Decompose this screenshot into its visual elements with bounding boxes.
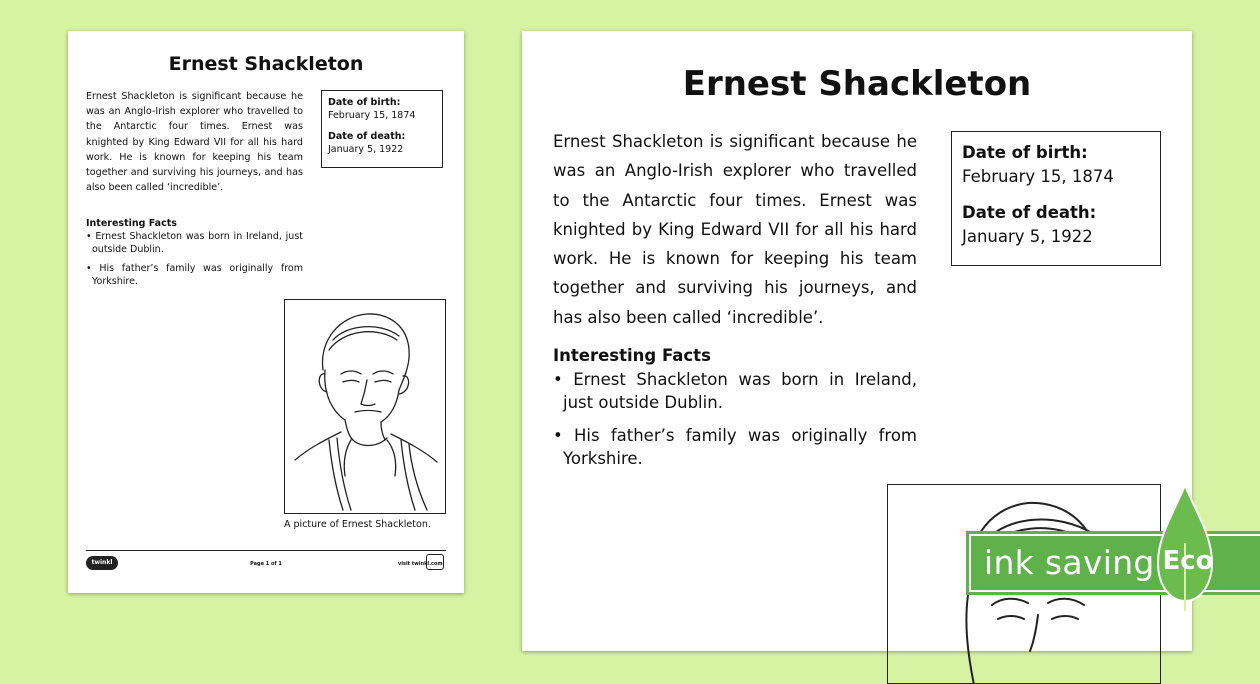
site-link: visit twinkl.com — [398, 561, 443, 567]
death-label: Date of death: — [328, 131, 406, 142]
worksheet-paragraph: Ernest Shackleton is significant because he was an Anglo-Irish explorer who travelled to the Antarctic four times. Ernest was knighted by King Edward VII for all his hard work. He is known for keeping his team together and surviving his journeys, and has also been called ‘incredible’. — [86, 91, 303, 194]
portrait-drawing — [285, 300, 445, 513]
worksheet-paragraph: Ernest Shackleton is significant because he was an Anglo-Irish explorer who travelled to the Antarctic four times. Ernest was knighted by King Edward VII for all his hard work. He is known for keeping his team together and surviving his journeys, and has also been called ‘incredible’. — [553, 132, 917, 327]
birth-value: February 15, 1874 — [962, 167, 1114, 186]
dates-box — [321, 90, 443, 168]
fact-item: • His father’s family was originally from Yorkshire. — [86, 262, 303, 287]
birth-value: February 15, 1874 — [328, 110, 416, 121]
birth-label: Date of birth: — [328, 97, 401, 108]
resource-badge-icon — [426, 554, 444, 570]
worksheet-title: Ernest Shackleton — [682, 64, 1032, 104]
fact-item: • Ernest Shackleton was born in Ireland, just outside Dublin. — [553, 369, 917, 412]
death-label: Date of death: — [962, 203, 1097, 222]
fact-item: • His father’s family was originally from Yorkshire. — [553, 425, 917, 468]
facts-heading: Interesting Facts — [553, 346, 711, 365]
facts-section — [553, 344, 917, 480]
footer-divider — [86, 550, 446, 551]
death-value: January 5, 1922 — [962, 227, 1093, 246]
worksheet-title: Ernest Shackleton — [168, 53, 364, 75]
death-value: January 5, 1922 — [328, 144, 404, 155]
facts-heading: Interesting Facts — [86, 218, 177, 229]
birth-label: Date of birth: — [962, 143, 1088, 162]
eco-banner-text: ink saving — [984, 543, 1155, 582]
twinkl-logo: twinkl — [86, 556, 118, 570]
page-number: Page 1 of 1 — [250, 561, 282, 567]
portrait-frame — [284, 299, 446, 514]
facts-section — [86, 217, 303, 293]
worksheet-thumbnail — [68, 31, 464, 593]
eco-label: Eco — [1162, 546, 1214, 576]
dates-box — [951, 131, 1161, 266]
fact-item: • Ernest Shackleton was born in Ireland, just outside Dublin. — [86, 231, 303, 256]
picture-caption: A picture of Ernest Shackleton. — [284, 519, 431, 530]
